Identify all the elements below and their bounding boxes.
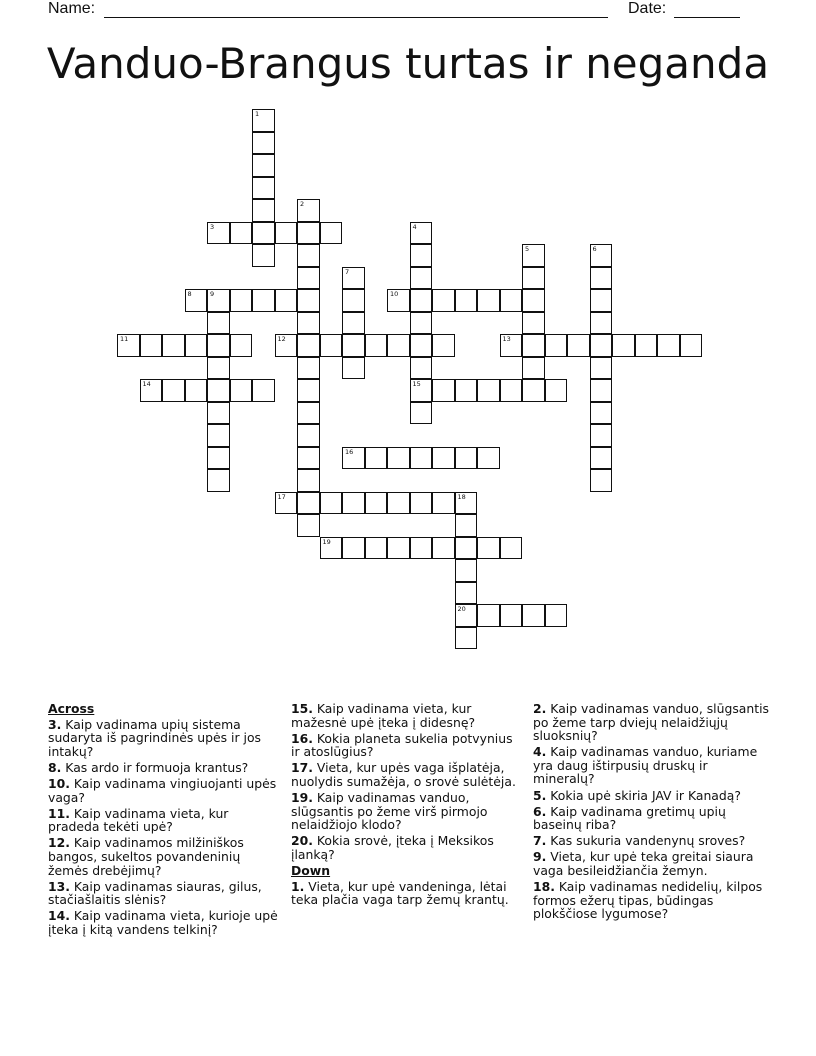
crossword-cell[interactable] — [365, 334, 388, 357]
crossword-cell[interactable] — [477, 379, 500, 402]
across-clue — [48, 718, 280, 759]
crossword-cell[interactable] — [432, 289, 455, 312]
crossword-cell[interactable] — [117, 334, 140, 357]
clue-number-label: 5. — [533, 787, 547, 803]
crossword-cell[interactable] — [410, 222, 433, 245]
crossword-cell[interactable] — [185, 334, 208, 357]
crossword-cell[interactable] — [590, 244, 613, 267]
crossword-cell[interactable] — [522, 379, 545, 402]
crossword-cell[interactable] — [500, 289, 523, 312]
crossword-cell[interactable] — [590, 289, 613, 312]
crossword-cell[interactable] — [545, 334, 568, 357]
across-clue — [291, 791, 519, 832]
crossword-cell[interactable] — [455, 537, 478, 560]
crossword-cell[interactable] — [230, 289, 253, 312]
crossword-cell[interactable] — [252, 289, 275, 312]
crossword-cell[interactable] — [252, 379, 275, 402]
crossword-cell[interactable] — [477, 537, 500, 560]
down-heading: Down — [291, 863, 331, 879]
clue-number: 15 — [412, 380, 421, 388]
clue-number: 20 — [457, 605, 466, 613]
across-clue — [48, 909, 280, 936]
crossword-cell[interactable] — [297, 447, 320, 470]
crossword-cell[interactable] — [140, 334, 163, 357]
clue-number: 10 — [390, 290, 399, 298]
crossword-cell[interactable] — [387, 492, 410, 515]
clue-number: 4 — [412, 222, 417, 231]
clue-number-label: 15. — [291, 701, 313, 716]
crossword-cell[interactable] — [207, 334, 230, 357]
crossword-cell[interactable] — [590, 469, 613, 492]
date-label: Date: — [628, 0, 667, 17]
crossword-cell[interactable] — [342, 537, 365, 560]
clue-number: 16 — [345, 447, 354, 456]
crossword-cell[interactable] — [230, 379, 253, 402]
across-clue — [48, 777, 280, 804]
crossword-cell[interactable] — [207, 357, 230, 380]
crossword-cell[interactable] — [387, 537, 410, 560]
crossword-cell[interactable] — [590, 424, 613, 447]
crossword-cell[interactable] — [455, 492, 478, 515]
clue-text: Kaip vadinamas vanduo, slūgsantis po žeme virš pirmojo nelaidžiojo klodo? — [291, 790, 488, 833]
clue-number: 3 — [210, 222, 215, 231]
clue-text: Kaip vadinamas vanduo, slūgsantis po žeme tarp dviejų nelaidžiųjų sluoksnių? — [533, 701, 769, 744]
crossword-cell[interactable] — [387, 334, 410, 357]
crossword-cell[interactable] — [522, 312, 545, 335]
clue-number-label: 6. — [533, 803, 547, 819]
crossword-cell[interactable] — [252, 154, 275, 177]
crossword-cell[interactable] — [567, 334, 590, 357]
crossword-cell[interactable] — [522, 357, 545, 380]
crossword-cell[interactable] — [590, 379, 613, 402]
down-clue — [533, 745, 769, 786]
down-clue — [533, 789, 769, 803]
across-heading: Across — [48, 701, 95, 716]
crossword-cell[interactable] — [342, 289, 365, 312]
crossword-cell[interactable] — [230, 334, 253, 357]
crossword-cell[interactable] — [455, 289, 478, 312]
crossword-cell[interactable] — [590, 357, 613, 380]
across-clue — [48, 836, 280, 877]
clue-text: Kaip vadinama gretimų upių baseinų riba? — [533, 803, 726, 833]
across-clue — [291, 732, 519, 759]
crossword-cell[interactable] — [207, 379, 230, 402]
clue-number-label: 14. — [48, 908, 70, 924]
crossword-cell[interactable] — [432, 537, 455, 560]
crossword-cell[interactable] — [455, 447, 478, 470]
clue-number-label: 10. — [48, 775, 70, 791]
crossword-cell[interactable] — [455, 604, 478, 627]
crossword-cell[interactable] — [455, 379, 478, 402]
crossword-cell[interactable] — [342, 334, 365, 357]
crossword-cell[interactable] — [477, 447, 500, 470]
crossword-cell[interactable] — [207, 402, 230, 425]
down-clue — [533, 805, 769, 832]
crossword-cell[interactable] — [275, 492, 298, 515]
crossword-cell[interactable] — [432, 447, 455, 470]
crossword-cell[interactable] — [500, 604, 523, 627]
down-clue — [533, 880, 769, 921]
crossword-cell[interactable] — [365, 537, 388, 560]
crossword-cell[interactable] — [275, 289, 298, 312]
crossword-cell[interactable] — [297, 514, 320, 537]
crossword-cell[interactable] — [432, 379, 455, 402]
crossword-cell[interactable] — [500, 537, 523, 560]
clue-text: Kaip vadinama vingiuojanti upės vaga? — [48, 775, 277, 805]
clue-number-label: 11. — [48, 805, 70, 821]
clue-number-label: 13. — [48, 878, 70, 894]
clues-column-1 — [48, 702, 280, 939]
clue-number-label: 9. — [533, 849, 547, 865]
crossword-cell[interactable] — [410, 447, 433, 470]
clue-number-label: 12. — [48, 835, 70, 851]
crossword-cell[interactable] — [522, 604, 545, 627]
crossword-cell[interactable] — [297, 469, 320, 492]
clue-number-label: 1. — [291, 878, 305, 894]
clue-number: 14 — [142, 380, 151, 388]
clue-number-label: 19. — [291, 790, 313, 806]
crossword-cell[interactable] — [432, 492, 455, 515]
crossword-cell[interactable] — [230, 222, 253, 245]
clue-number: 17 — [277, 492, 286, 501]
clue-text: Kas sukuria vandenynų sroves? — [546, 833, 746, 849]
crossword-cell[interactable] — [657, 334, 680, 357]
crossword-cell[interactable] — [297, 199, 320, 222]
crossword-cell[interactable] — [320, 334, 343, 357]
crossword-cell[interactable] — [207, 222, 230, 245]
crossword-cell[interactable] — [320, 222, 343, 245]
crossword-cell[interactable] — [342, 357, 365, 380]
clue-number: 1 — [255, 110, 260, 118]
crossword-cell[interactable] — [522, 267, 545, 290]
crossword-cell[interactable] — [207, 312, 230, 335]
crossword-cell[interactable] — [590, 447, 613, 470]
crossword-cell[interactable] — [252, 132, 275, 155]
clue-text: Kas ardo ir formuoja krantus? — [61, 759, 249, 775]
clue-number: 9 — [210, 290, 215, 298]
crossword-cell[interactable] — [590, 402, 613, 425]
clue-number-label: 2. — [533, 701, 547, 716]
crossword-cell[interactable] — [410, 379, 433, 402]
clue-text: Kokia planeta sukelia potvynius ir atoslūgius? — [291, 730, 513, 760]
clue-text: Kaip vadinama vieta, kur mažesnė upė įteka į didesnę? — [291, 701, 476, 730]
crossword-cell[interactable] — [342, 267, 365, 290]
crossword-cell[interactable] — [387, 447, 410, 470]
crossword-cell[interactable] — [297, 267, 320, 290]
crossword-cell[interactable] — [545, 379, 568, 402]
crossword-cell[interactable] — [590, 267, 613, 290]
crossword-cell[interactable] — [185, 379, 208, 402]
page-title: Vanduo-Brangus turtas ir neganda — [46, 39, 770, 88]
crossword-cell[interactable] — [410, 402, 433, 425]
crossword-cell[interactable] — [410, 334, 433, 357]
crossword-cell[interactable] — [252, 109, 275, 132]
crossword-cell[interactable] — [477, 604, 500, 627]
crossword-cell[interactable] — [297, 379, 320, 402]
crossword-cell[interactable] — [185, 289, 208, 312]
clues-column-2 — [291, 702, 519, 909]
crossword-cell[interactable] — [410, 357, 433, 380]
crossword-cell[interactable] — [387, 289, 410, 312]
clue-text: Vieta, kur upės vaga išplatėja, nuolydis sumažėja, o srovė sulėtėja. — [291, 760, 516, 789]
clue-number-label: 3. — [48, 716, 62, 732]
crossword-cell[interactable] — [342, 312, 365, 335]
crossword-cell[interactable] — [207, 447, 230, 470]
crossword-cell[interactable] — [275, 334, 298, 357]
crossword-cell[interactable] — [612, 334, 635, 357]
clue-text: Kaip vadinamos milžiniškos bangos, sukeltos povandeninių žemės drebėjimų? — [48, 835, 244, 878]
clue-number-label: 7. — [533, 833, 547, 849]
clue-text: Vieta, kur upė teka greitai siaura vaga besileidžiančia žemyn. — [533, 849, 754, 879]
clue-text: Kokia srovė, įteka į Meksikos įlanką? — [291, 833, 494, 862]
clues-column-3 — [533, 702, 769, 923]
clue-text: Vieta, kur upė vandeninga, lėtai teka plačia vaga tarp žemų krantų. — [291, 878, 509, 908]
crossword-cell[interactable] — [410, 492, 433, 515]
clue-text: Kaip vadinamas vanduo, kuriame yra daug ištirpusių druskų ir mineralų? — [533, 744, 758, 787]
crossword-cell[interactable] — [297, 424, 320, 447]
crossword-cell[interactable] — [162, 334, 185, 357]
clue-number-label: 17. — [291, 760, 313, 776]
crossword-cell[interactable] — [500, 334, 523, 357]
crossword-cell[interactable] — [297, 312, 320, 335]
crossword-cell[interactable] — [455, 627, 478, 650]
crossword-cell[interactable] — [590, 334, 613, 357]
clue-number: 8 — [187, 290, 192, 298]
clue-number: 2 — [300, 200, 305, 208]
crossword-cell[interactable] — [522, 289, 545, 312]
across-clue — [291, 761, 519, 788]
crossword-cell[interactable] — [410, 312, 433, 335]
crossword-cell[interactable] — [252, 199, 275, 222]
clue-number: 12 — [277, 335, 286, 343]
crossword-cell[interactable] — [522, 244, 545, 267]
crossword-cell[interactable] — [297, 334, 320, 357]
crossword-cell[interactable] — [297, 244, 320, 267]
clue-number-label: 18. — [533, 879, 555, 895]
clue-text: Kaip vadinama vieta, kurioje upė įteka į kitą vandens telkinį? — [48, 908, 278, 937]
crossword-cell[interactable] — [455, 559, 478, 582]
clue-number-label: 8. — [48, 759, 62, 775]
crossword-cell[interactable] — [500, 379, 523, 402]
across-clue — [291, 834, 519, 861]
name-label: Name: — [48, 0, 96, 17]
clue-number: 18 — [457, 492, 466, 501]
clue-number: 11 — [120, 335, 129, 343]
clue-number: 5 — [525, 245, 530, 253]
crossword-cell[interactable] — [410, 267, 433, 290]
clue-number: 13 — [502, 335, 511, 343]
crossword-cell[interactable] — [297, 222, 320, 245]
crossword-cell[interactable] — [297, 492, 320, 515]
crossword-cell[interactable] — [252, 177, 275, 200]
crossword-cell[interactable] — [455, 582, 478, 605]
crossword-cell[interactable] — [365, 492, 388, 515]
crossword-cell[interactable] — [365, 447, 388, 470]
clue-number: 19 — [322, 537, 331, 546]
crossword-cell[interactable] — [297, 402, 320, 425]
down-clue — [533, 834, 769, 848]
down-clue — [533, 702, 769, 743]
crossword-cell[interactable] — [320, 537, 343, 560]
down-clue — [533, 850, 769, 877]
clue-text: Kaip vadinama upių sistema sudaryta iš pagrindinės upės ir jos intakų? — [48, 716, 262, 759]
crossword-cell[interactable] — [252, 222, 275, 245]
clue-number-label: 16. — [291, 730, 313, 746]
clue-number: 7 — [345, 267, 350, 276]
crossword-cell[interactable] — [342, 447, 365, 470]
crossword-cell[interactable] — [522, 334, 545, 357]
crossword-cell[interactable] — [680, 334, 703, 357]
across-clue — [48, 807, 280, 834]
across-clue — [291, 702, 519, 729]
clue-text: Kaip vadinama vieta, kur pradeda tekėti upė? — [48, 805, 229, 835]
crossword-cell[interactable] — [410, 244, 433, 267]
across-clue — [48, 761, 280, 775]
crossword-cell[interactable] — [342, 492, 365, 515]
crossword-cell[interactable] — [477, 289, 500, 312]
across-clue — [48, 880, 280, 907]
crossword-cell[interactable] — [545, 604, 568, 627]
clue-text: Kaip vadinamas siauras, gilus, stačiašlaitis slėnis? — [48, 878, 262, 908]
clue-number: 6 — [592, 245, 597, 253]
crossword-cell[interactable] — [140, 379, 163, 402]
clue-number-label: 20. — [291, 833, 313, 849]
crossword-cell[interactable] — [635, 334, 658, 357]
clue-text: Kokia upė skiria JAV ir Kanadą? — [546, 787, 741, 803]
crossword-cell[interactable] — [207, 424, 230, 447]
crossword-cell[interactable] — [297, 357, 320, 380]
crossword-cell[interactable] — [162, 379, 185, 402]
clue-number-label: 4. — [533, 744, 547, 760]
crossword-cell[interactable] — [207, 289, 230, 312]
crossword-cell[interactable] — [207, 469, 230, 492]
crossword-cell[interactable] — [320, 492, 343, 515]
down-clue — [291, 880, 519, 907]
crossword-cell[interactable] — [432, 334, 455, 357]
crossword-cell[interactable] — [297, 289, 320, 312]
crossword-cell[interactable] — [410, 289, 433, 312]
clue-text: Kaip vadinamas nedidelių, kilpos formos ežerų tipas, būdingas plokščiose lygumose? — [533, 879, 763, 922]
crossword-cell[interactable] — [410, 537, 433, 560]
crossword-cell[interactable] — [455, 514, 478, 537]
crossword-cell[interactable] — [275, 222, 298, 245]
crossword-cell[interactable] — [252, 244, 275, 267]
crossword-cell[interactable] — [590, 312, 613, 335]
